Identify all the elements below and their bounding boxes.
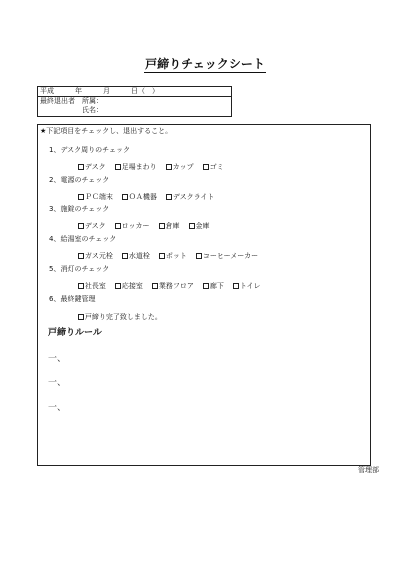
checkbox[interactable] xyxy=(115,223,121,229)
section-heading-6: 6、最終鍵管理 xyxy=(49,295,96,303)
check-item[interactable]: コーヒーメーカー xyxy=(196,253,258,260)
checkbox[interactable] xyxy=(78,164,84,170)
check-item[interactable]: ロッカー xyxy=(115,223,150,230)
rule-line-3: 一、 xyxy=(48,403,67,413)
check-item[interactable]: デスクライト xyxy=(166,194,215,201)
checkbox[interactable] xyxy=(152,283,158,289)
check-item[interactable]: 業務フロア xyxy=(152,283,194,290)
checkbox[interactable] xyxy=(78,283,84,289)
section-items-5 xyxy=(69,276,270,297)
checkbox[interactable] xyxy=(203,283,209,289)
checkbox[interactable] xyxy=(203,164,209,170)
checkbox[interactable] xyxy=(78,253,84,259)
check-item[interactable]: 倉庫 xyxy=(159,223,180,230)
checkbox[interactable] xyxy=(233,283,239,289)
info-box xyxy=(37,86,232,117)
check-item[interactable]: 金庫 xyxy=(189,223,210,230)
checkbox[interactable] xyxy=(122,194,128,200)
checkbox[interactable] xyxy=(78,314,84,320)
check-item[interactable]: 社長室 xyxy=(78,283,106,290)
check-item[interactable]: トイレ xyxy=(233,283,261,290)
section-items-6 xyxy=(69,307,171,328)
name-line: 氏名： xyxy=(40,106,103,114)
checklist-box xyxy=(37,124,371,466)
checkbox[interactable] xyxy=(78,194,84,200)
section-items-4 xyxy=(69,246,267,267)
check-item[interactable]: デスク xyxy=(78,164,106,171)
section-heading-3: 3、施錠のチェック xyxy=(49,205,110,213)
check-item[interactable]: 水道栓 xyxy=(122,253,150,260)
check-item[interactable]: 応接室 xyxy=(115,283,143,290)
check-item[interactable]: 廊下 xyxy=(203,283,224,290)
checkbox[interactable] xyxy=(166,194,172,200)
check-item[interactable]: ＰＣ端末 xyxy=(78,194,113,201)
checkbox[interactable] xyxy=(159,253,165,259)
checkbox[interactable] xyxy=(122,253,128,259)
check-item[interactable]: ゴミ xyxy=(203,164,224,171)
rule-line-2: 一、 xyxy=(48,378,67,388)
rule-line-1: 一、 xyxy=(48,354,67,364)
check-item[interactable]: デスク xyxy=(78,223,106,230)
check-item[interactable]: 足場まわり xyxy=(115,164,157,171)
checkbox[interactable] xyxy=(115,164,121,170)
dept-line: 最終退出者 所属： xyxy=(40,97,103,105)
check-item[interactable]: ＯＡ機器 xyxy=(122,194,157,201)
check-item[interactable]: 戸締り完了致しました。 xyxy=(78,314,162,321)
checkbox[interactable] xyxy=(159,223,165,229)
check-item[interactable]: カップ xyxy=(166,164,194,171)
checkbox[interactable] xyxy=(115,283,121,289)
page-title-text: 戸締りチェックシート xyxy=(145,57,265,71)
section-heading-4: 4、給湯室のチェック xyxy=(49,235,117,243)
checkbox[interactable] xyxy=(196,253,202,259)
intro-text: ★下記項目をチェックし、退出すること。 xyxy=(40,127,173,135)
section-heading-2: 2、電源のチェック xyxy=(49,176,110,184)
rules-title: 戸締りルール xyxy=(48,328,102,338)
section-items-1 xyxy=(69,157,233,178)
checkbox[interactable] xyxy=(78,223,84,229)
checkbox[interactable] xyxy=(189,223,195,229)
date-line: 平成 年 月 日（ ） xyxy=(40,87,159,95)
section-heading-5: 5、消灯のチェック xyxy=(49,265,110,273)
section-items-3 xyxy=(69,216,219,237)
page-title xyxy=(0,58,410,70)
section-heading-1: 1、デスク周りのチェック xyxy=(49,146,130,154)
checkbox[interactable] xyxy=(166,164,172,170)
check-item[interactable]: ガス元栓 xyxy=(78,253,113,260)
check-item[interactable]: ポット xyxy=(159,253,187,260)
footer-department: 管理部 xyxy=(358,466,379,474)
